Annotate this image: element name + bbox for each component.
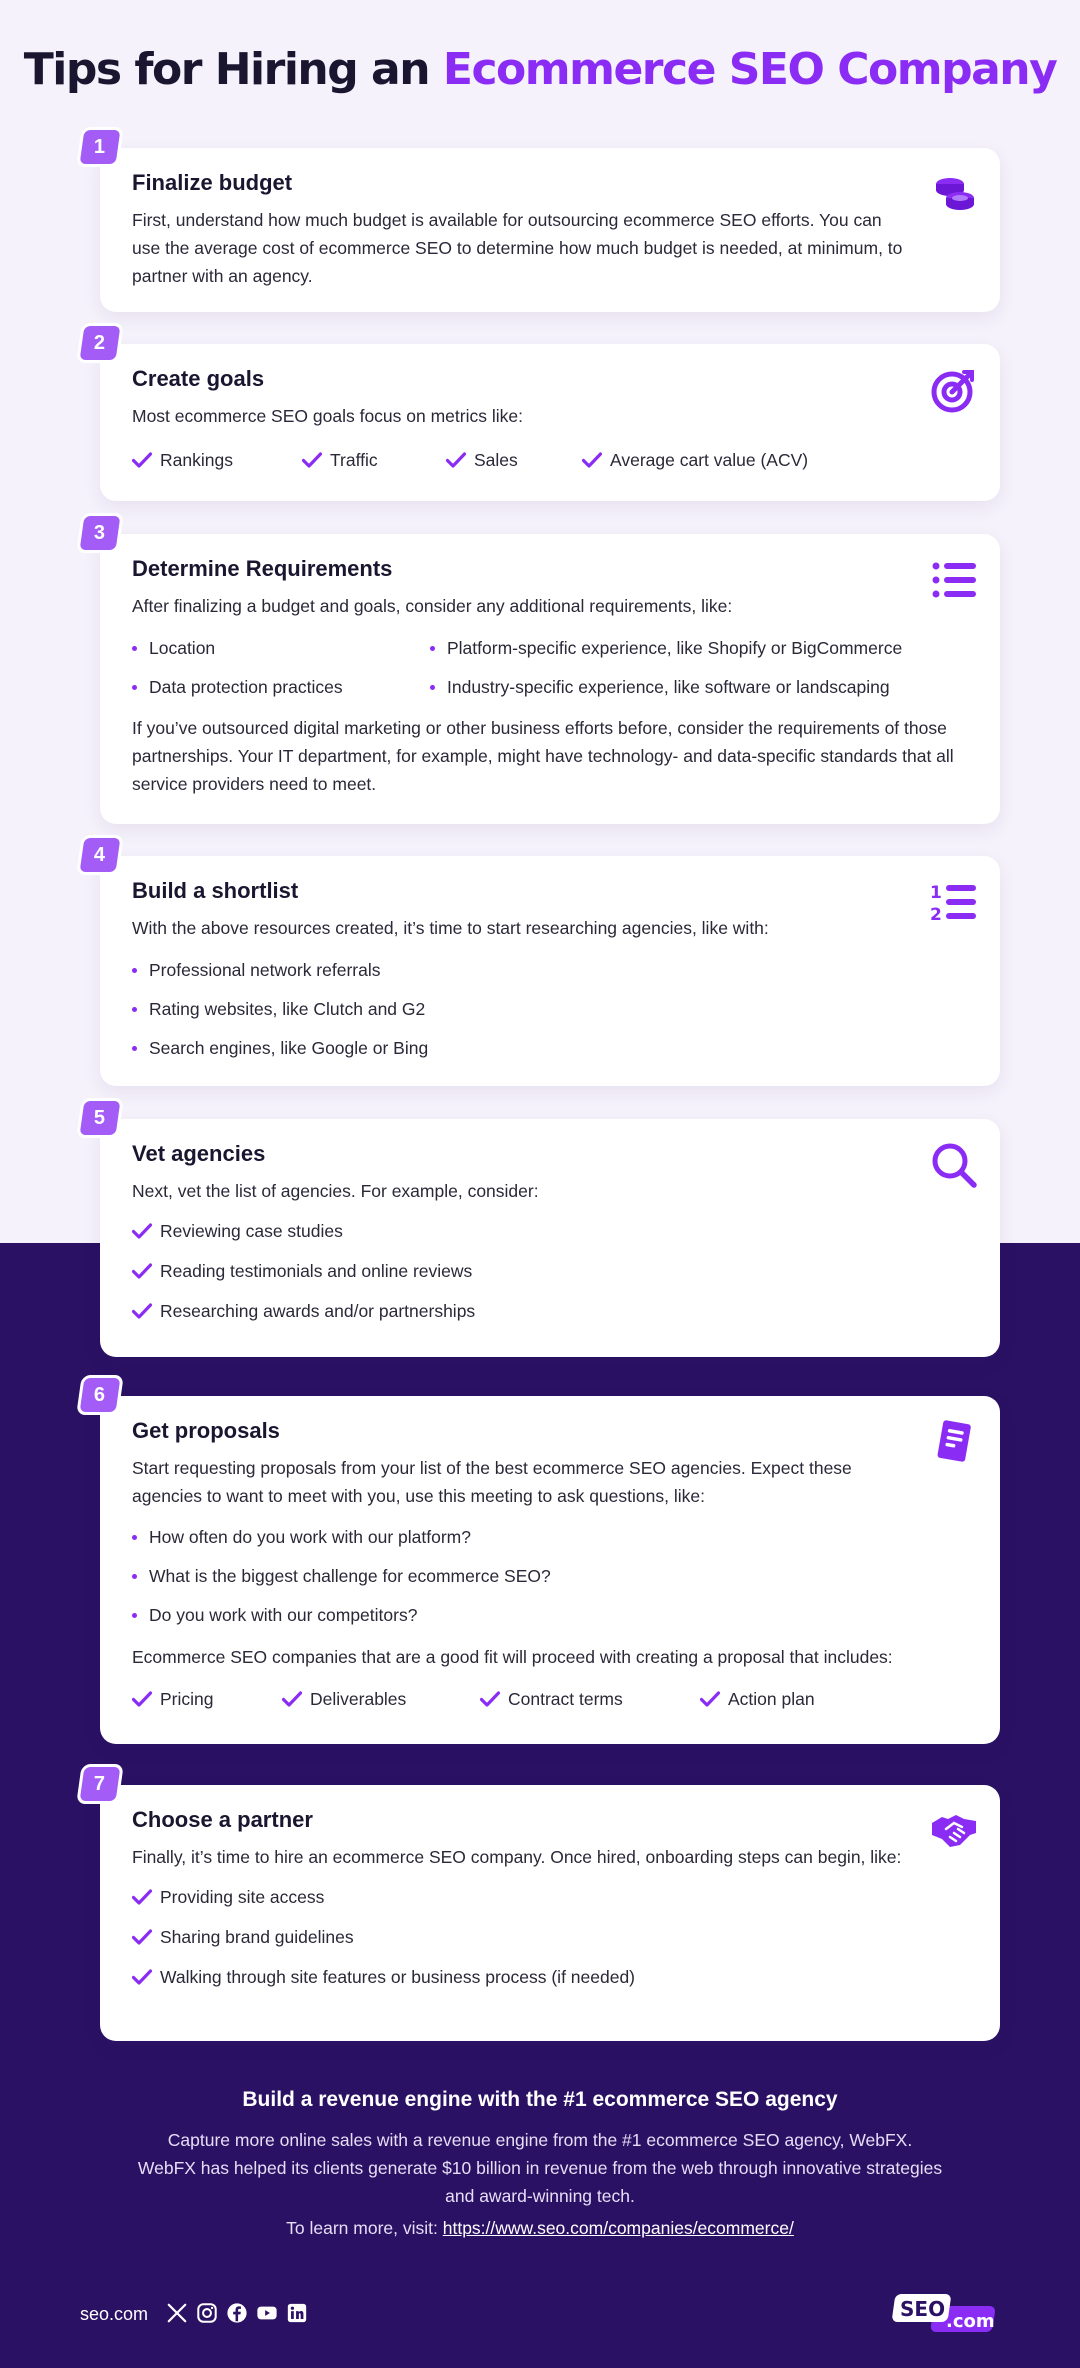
document-icon <box>930 1418 978 1466</box>
cta-line: WebFX has helped its clients generate $10 billion in revenue from the web through innovative strategies <box>137 2158 943 2178</box>
check-label: Contract terms <box>508 1688 623 1709</box>
check-label: Average cart value (ACV) <box>610 449 809 470</box>
bullet-item: Data protection practices <box>132 673 430 701</box>
check-icon <box>132 1969 152 1985</box>
cta-link-prefix: To learn more, visit: <box>286 2218 443 2238</box>
check-label: Providing site access <box>160 1886 325 1907</box>
cta-body <box>0 2126 1080 2210</box>
step-card-1 <box>94 135 1000 312</box>
check-icon <box>582 452 602 468</box>
svg-text:1: 1 <box>930 883 942 903</box>
step-badge <box>80 1378 121 1412</box>
step-badge <box>80 326 121 360</box>
step-number: 3 <box>94 521 106 544</box>
check-icon <box>480 1691 500 1707</box>
step-title: Finalize budget <box>132 170 293 195</box>
cta-link[interactable]: https://www.seo.com/companies/ecommerce/ <box>442 2218 794 2238</box>
coins-icon <box>930 170 978 218</box>
step-card-3 <box>94 521 1000 824</box>
step-number: 7 <box>94 1772 106 1795</box>
step-number: 4 <box>94 843 106 866</box>
check-item <box>132 446 302 474</box>
step-card-5 <box>94 1106 1000 1357</box>
bullet-item: Platform-specific experience, like Shopify or BigCommerce <box>430 634 950 662</box>
bullet-item: Industry-specific experience, like software or landscaping <box>430 673 950 701</box>
cta-link-row <box>0 2218 1080 2239</box>
cta-title: Build a revenue engine with the #1 ecommerce SEO agency <box>242 2088 838 2111</box>
check-label: Rankings <box>160 449 233 470</box>
step-text: Most ecommerce SEO goals focus on metrics like: <box>132 406 523 426</box>
footer-site[interactable]: seo.com <box>80 2304 149 2324</box>
check-item <box>132 1963 968 1991</box>
check-icon <box>132 1303 152 1319</box>
step-text: Next, vet the list of agencies. For example, consider: <box>132 1181 539 1201</box>
check-icon <box>132 1929 152 1945</box>
step-badge <box>80 516 121 550</box>
check-label: Pricing <box>160 1688 214 1709</box>
check-icon <box>132 1889 152 1905</box>
step-badge <box>80 838 121 872</box>
step-title: Build a shortlist <box>132 878 299 903</box>
step-number: 2 <box>94 331 106 354</box>
check-item <box>132 1257 968 1285</box>
bullet-item: Rating websites, like Clutch and G2 <box>132 995 968 1023</box>
check-list <box>132 1217 968 1325</box>
check-row <box>132 446 968 474</box>
check-item <box>282 1685 480 1713</box>
check-icon <box>446 452 466 468</box>
step-card-7 <box>94 1772 1000 2041</box>
bullet-item: Location <box>132 634 430 662</box>
step-text: Start requesting proposals from your list of the best ecommerce SEO agencies. Expect these agencies to want to meet with you, use this meeting to ask questions, like: <box>132 1458 852 1506</box>
check-label: Sales <box>474 449 518 470</box>
check-label: Reviewing case studies <box>160 1220 343 1241</box>
target-icon <box>930 366 978 414</box>
check-icon <box>132 1223 152 1239</box>
page-title <box>0 44 1080 95</box>
step-text: With the above resources created, it’s time to start researching agencies, like with: <box>132 918 769 938</box>
check-icon <box>700 1691 720 1707</box>
bullet-list <box>132 1523 968 1629</box>
step-badge <box>80 1101 121 1135</box>
step-title: Choose a partner <box>132 1807 313 1832</box>
check-label: Sharing brand guidelines <box>160 1926 354 1947</box>
cta-line: and award-winning tech. <box>445 2186 635 2206</box>
check-label: Researching awards and/or partnerships <box>160 1300 476 1321</box>
check-list <box>132 1883 968 1991</box>
check-label: Traffic <box>330 449 378 470</box>
check-label: Deliverables <box>310 1688 407 1709</box>
step-title: Create goals <box>132 366 265 391</box>
step-number: 6 <box>94 1383 106 1406</box>
bullet-item: How often do you work with our platform? <box>132 1523 968 1551</box>
check-item <box>132 1923 968 1951</box>
check-row <box>132 1685 968 1713</box>
step-card-6 <box>94 1383 1000 1744</box>
seo-logo <box>892 2290 1000 2334</box>
step-text: First, understand how much budget is available for outsourcing ecommerce SEO efforts. You can use the average cost of ecommerce SEO to determine how much budget is needed, at minimum, to partner with an agency. <box>132 210 903 286</box>
check-icon <box>282 1691 302 1707</box>
bullet-item: What is the biggest challenge for ecommerce SEO? <box>132 1562 968 1590</box>
logo-text-dotcom: .com <box>946 2311 995 2332</box>
bullet-list <box>132 956 968 1062</box>
step-number: 1 <box>94 135 106 158</box>
check-item <box>132 1217 968 1245</box>
step-text: After finalizing a budget and goals, consider any additional requirements, like: <box>132 596 733 616</box>
search-icon <box>930 1141 978 1189</box>
check-label: Walking through site features or business process (if needed) <box>160 1966 636 1987</box>
youtube-icon[interactable] <box>256 2302 278 2324</box>
numbered-list-icon <box>930 878 978 926</box>
handshake-icon <box>930 1807 978 1855</box>
step-text: Finally, it’s time to hire an ecommerce SEO company. Once hired, onboarding steps can begin, like: <box>132 1847 902 1867</box>
check-item <box>302 446 446 474</box>
step-badge <box>80 1767 121 1801</box>
step-card-4 <box>94 843 1000 1086</box>
bullet-item: Professional network referrals <box>132 956 968 984</box>
linkedin-icon[interactable] <box>286 2302 308 2324</box>
check-item <box>132 1883 968 1911</box>
check-item <box>480 1685 700 1713</box>
check-label: Action plan <box>728 1688 815 1709</box>
title-part1: Tips for Hiring an <box>23 44 443 95</box>
step-card-2 <box>94 331 1000 501</box>
list-icon <box>930 556 978 604</box>
bullet-grid <box>132 634 968 701</box>
step-text-secondary: If you’ve outsourced digital marketing or other business efforts before, consider the requirements of those partnerships. Your IT department, for example, might have technology- and data-specific standards that all service providers need to meet. <box>132 718 954 794</box>
instagram-icon[interactable] <box>196 2302 218 2324</box>
check-icon <box>132 1691 152 1707</box>
bullet-item: Do you work with our competitors? <box>132 1601 968 1629</box>
svg-text:2: 2 <box>930 905 942 925</box>
check-item <box>132 1297 968 1325</box>
check-icon <box>302 452 322 468</box>
social-links <box>166 2302 308 2324</box>
step-title: Vet agencies <box>132 1141 266 1166</box>
check-label: Reading testimonials and online reviews <box>160 1260 473 1281</box>
logo-text-seo: SEO <box>900 2297 946 2321</box>
facebook-icon[interactable] <box>226 2302 248 2324</box>
x-icon[interactable] <box>166 2302 188 2324</box>
step-number: 5 <box>94 1106 106 1129</box>
check-item <box>582 446 808 474</box>
title-accent: Ecommerce SEO Company <box>442 44 1057 95</box>
check-item <box>700 1685 815 1713</box>
step-text-secondary: Ecommerce SEO companies that are a good fit will proceed with creating a proposal that includes: <box>132 1647 893 1667</box>
cta-line: Capture more online sales with a revenue engine from the #1 ecommerce SEO agency, WebFX. <box>167 2130 913 2150</box>
check-item <box>446 446 582 474</box>
check-icon <box>132 452 152 468</box>
step-title: Get proposals <box>132 1418 280 1443</box>
check-item <box>132 1685 282 1713</box>
step-badge <box>80 130 121 164</box>
check-icon <box>132 1263 152 1279</box>
bullet-item: Search engines, like Google or Bing <box>132 1034 968 1062</box>
step-title: Determine Requirements <box>132 556 393 581</box>
